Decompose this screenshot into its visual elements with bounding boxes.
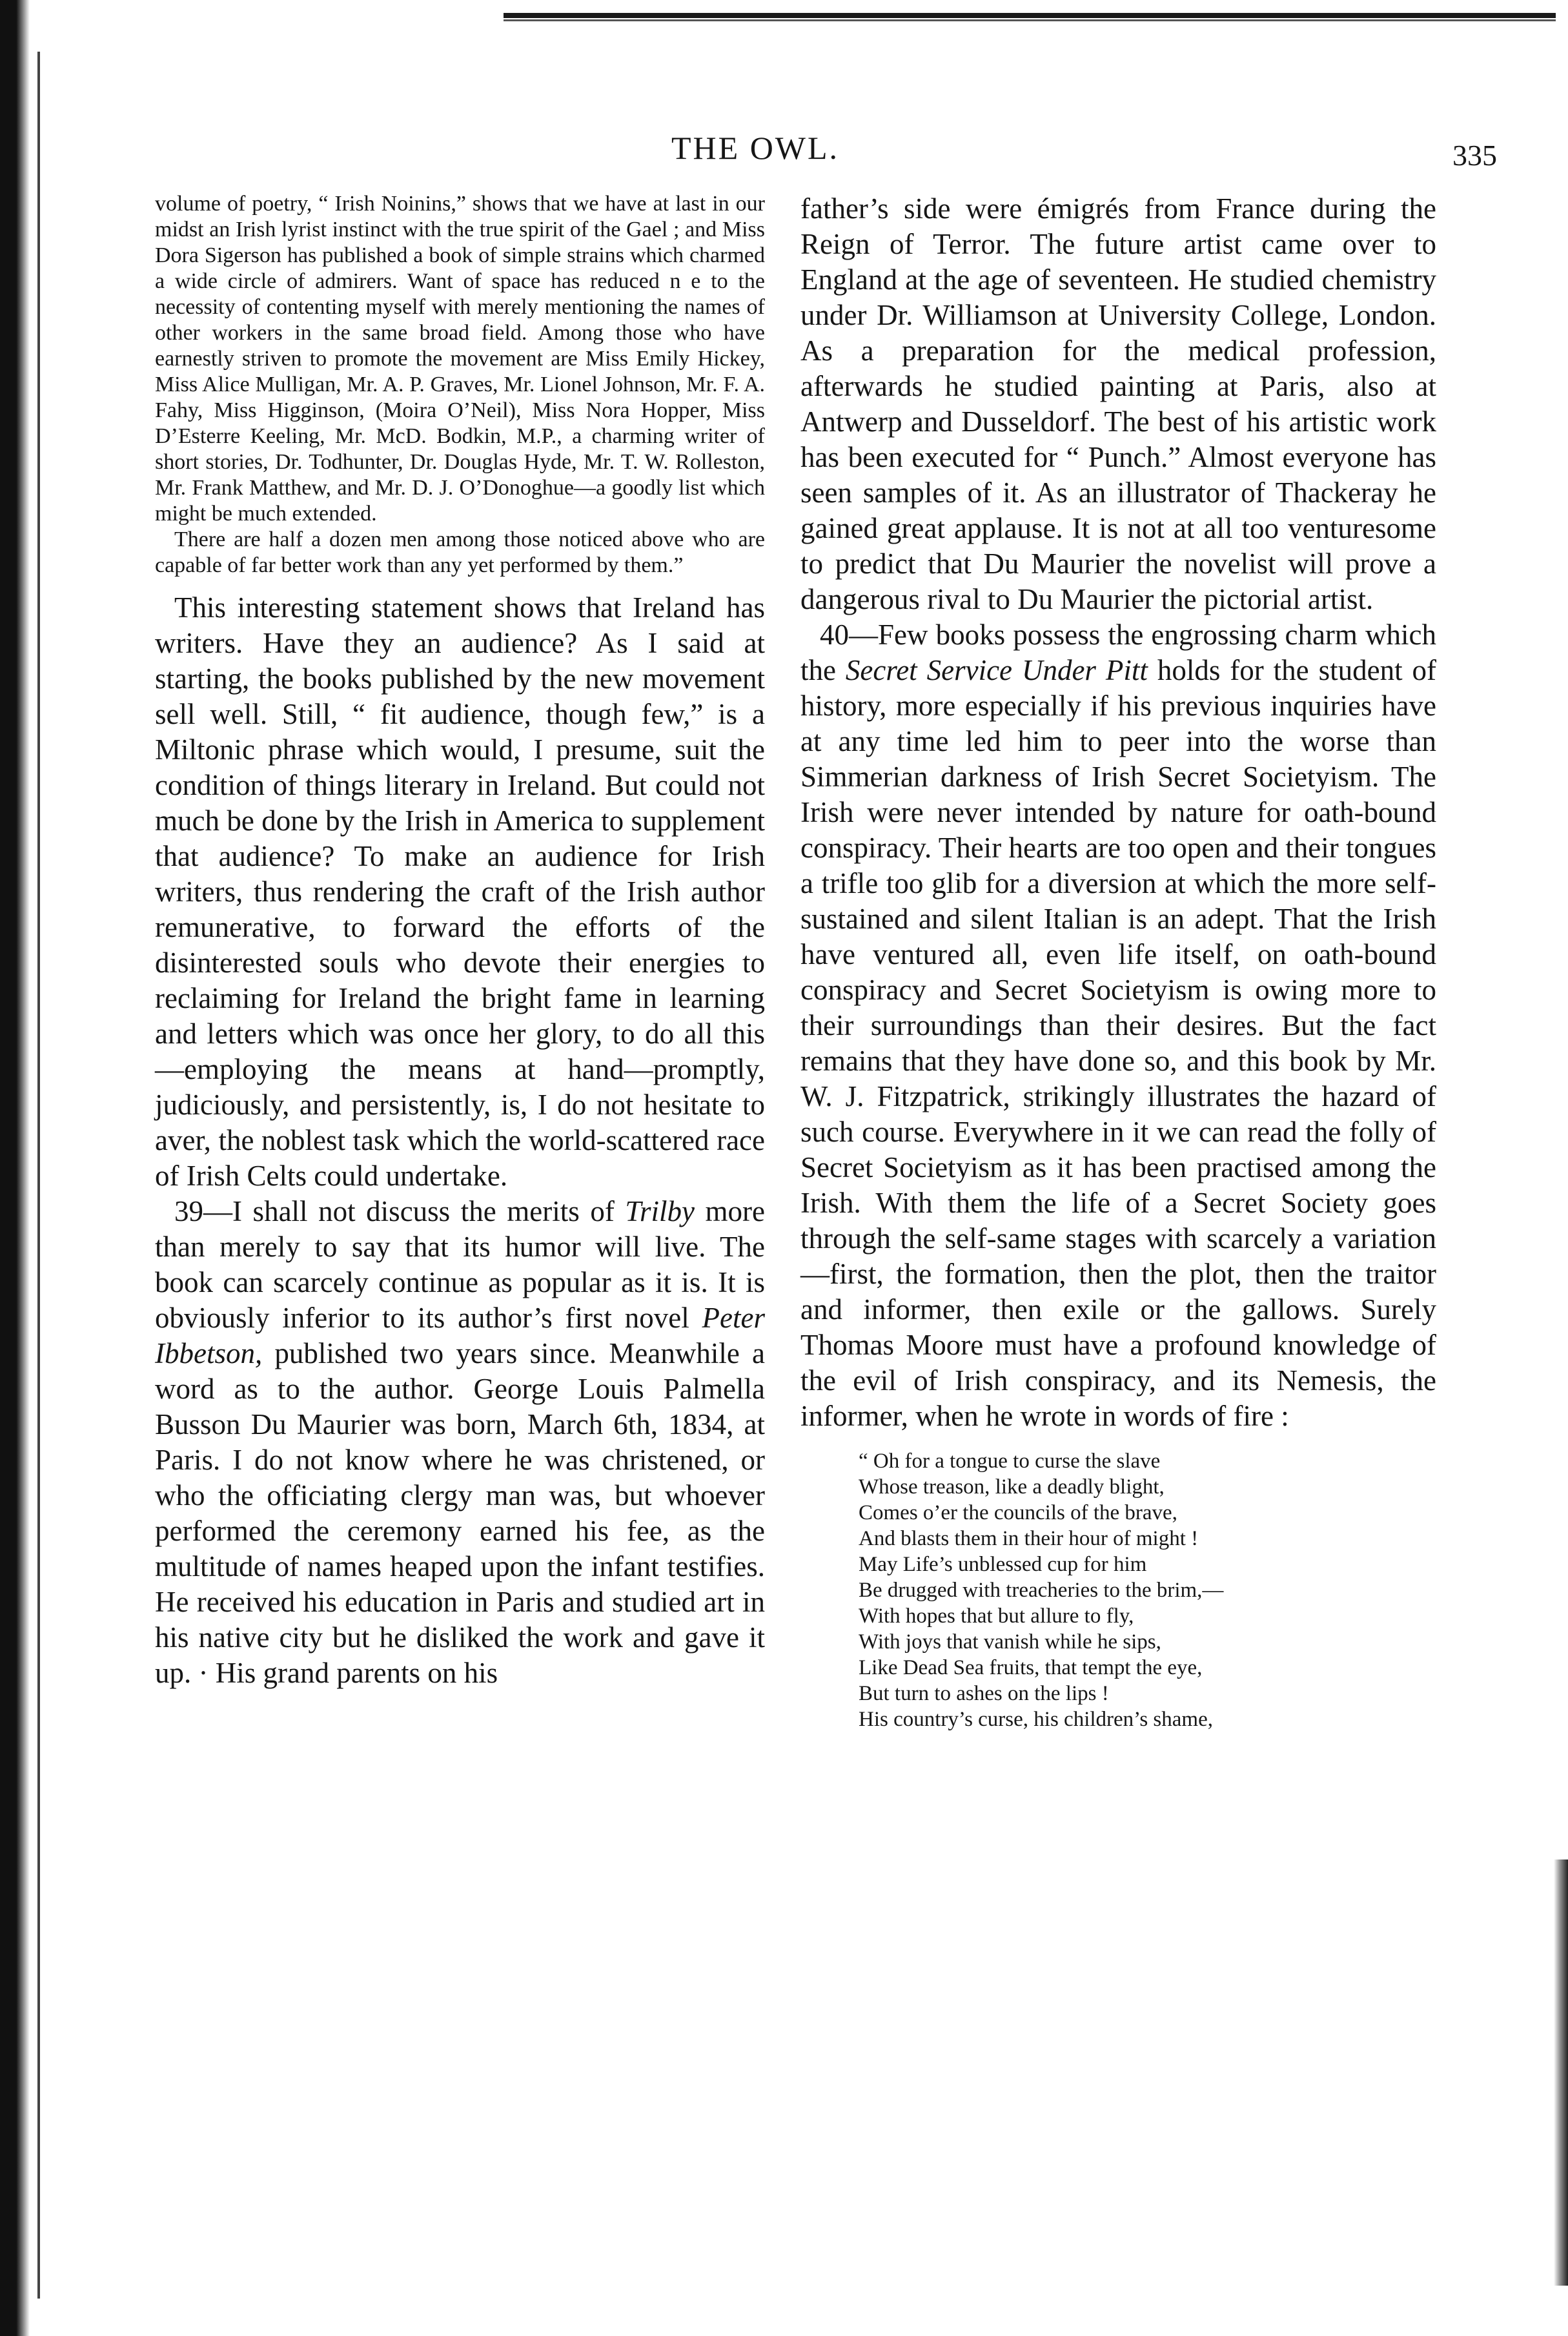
page-number: 335 [1452, 139, 1497, 172]
paragraph-text: more than merely to say that its humor will live. The book can scarcely continue as popular as it is. It is obviously inferior to its author’s first novel [155, 1195, 765, 1334]
verse-line: With joys that vanish while he sips, [859, 1630, 1161, 1654]
paragraph-text: published two years since. Meanwhile a word as to the author. George Louis Palmella Busson Du Maurier was born, March 6th, 1834, at Paris. I do not know where he was christened, or who the officiating clergy man was, but whoever performed the ceremony earned his fee, as the multitude of names heaped upon the infant testifies. He received his education in Paris and studied art in his native city but he disliked the work and gave it up. · His grand parents on his [155, 1337, 765, 1689]
paragraph-text: 40—Few books possess the engrossing charm which the [800, 619, 1436, 686]
scan-edge-top-line [504, 19, 1556, 21]
verse-line: With hopes that but allure to fly, [859, 1604, 1134, 1628]
book-title-secret-service: Secret Service Under Pitt [845, 654, 1148, 686]
scan-edge-left [0, 0, 30, 2336]
verse-line: Like Dead Sea fruits, that tempt the eye, [859, 1656, 1203, 1679]
verse-line: “ Oh for a tongue to curse the slave [859, 1450, 1161, 1473]
paragraph-text: holds for the student of history, more especially if his previous inquiries have at any time led him to peer into the worse than Simmerian darkness of Irish Secret Societyism. The Irish were never intended by nature for oath-bound conspiracy. Their hearts are too open and their tongues a trifle too glib for a diversion at which the more self-sustained and silent Italian is an adept. That the Irish have ventured all, even life itself, on oath-bound conspiracy and Secret Societyism is owing more to their surroundings than their desires. But the fact remains that they have done so, and this book by Mr. W. J. Fitzpatrick, strikingly illustrates the hazard of such course. Everywhere in it we can read the folly of Secret Societyism as it has been practised among the Irish. With them the life of a Secret Society goes through the self-same stages with scarcely a variation—first, the formation, then the plot, then the traitor and informer, then exile or the gallows. Surely Thomas Moore must have a profound knowledge of the evil of Irish conspiracy, and its Nemesis, the informer, when he wrote in words of fire : [800, 654, 1437, 1432]
body-paragraph-39 [155, 1194, 765, 1691]
scan-edge-right [1554, 1860, 1568, 2286]
right-column [800, 191, 1436, 1732]
book-title-trilby: Trilby [625, 1195, 695, 1227]
verse-line: May Life’s unblessed cup for him [859, 1553, 1147, 1576]
book-title-peter-ibbetson: Peter Ibbetson, [155, 1302, 765, 1369]
body-paragraph-40 [800, 617, 1436, 1434]
quoted-passage-end: There are half a dozen men among those noticed above who are capable of far better work than any yet performed by them.” [155, 528, 765, 577]
scan-edge-top [504, 13, 1556, 18]
verse-line: And blasts them in their hour of might ! [859, 1527, 1199, 1550]
verse-line: His country’s curse, his children’s shame, [859, 1708, 1213, 1731]
page-header [0, 129, 1568, 181]
verse-line: Whose treason, like a deadly blight, [859, 1475, 1165, 1499]
running-head: THE OWL. [671, 130, 840, 166]
body-paragraph-continued: father’s side were émigrés from France during the Reign of Terror. The future artist came over to England at the age of seventeen. He studied chemistry under Dr. Williamson at University College, London. As a preparation for the medical profession, afterwards he studied painting at Paris, also at Antwerp and Dusseldorf. The best of his artistic work has been executed for “ Punch.” Almost everyone has seen samples of it. As an illustrator of Thackeray he gained great applause. It is not at all too venturesome to predict that Du Maurier the novelist will prove a dangerous rival to Du Maurier the pictorial artist. [800, 192, 1436, 615]
verse-line: But turn to ashes on the lips ! [859, 1682, 1109, 1705]
verse-quotation [859, 1448, 1436, 1732]
scan-edge-left-line [37, 52, 40, 2299]
verse-line: Comes o’er the councils of the brave, [859, 1501, 1177, 1524]
verse-line: Be drugged with treacheries to the brim,— [859, 1579, 1224, 1602]
left-column [155, 191, 765, 1691]
body-paragraph: This interesting statement shows that Ireland has writers. Have they an audience? As I said at starting, the books published by the new movement sell well. Still, “ fit audience, though few,” is a Miltonic phrase which would, I presume, suit the condition of things literary in Ireland. But could not much be done by the Irish in America to supplement that audience? To make an audience for Irish writers, thus rendering the craft of the Irish author remunerative, to forward the efforts of the disinterested souls who devote their energies to reclaiming for Ireland the bright fame in learning and letters which was once her glory, to do all this—employing the means at hand—promptly, judiciously, and persistently, is, I do not hesitate to aver, the noblest task which the world-scattered race of Irish Celts could undertake. [155, 591, 765, 1192]
quoted-passage: volume of poetry, “ Irish Noinins,” shows that we have at last in our midst an Irish lyrist instinct with the true spirit of the Gael ; and Miss Dora Sigerson has published a book of simple strains which charmed a wide circle of admirers. Want of space has reduced n e to the necessity of contenting myself with merely mentioning the names of other workers in the same broad field. Among those who have earnestly striven to promote the movement are Miss Emily Hickey, Miss Alice Mulligan, Mr. A. P. Graves, Mr. Lionel Johnson, Mr. F. A. Fahy, Miss Higginson, (Moira O’Neil), Miss Nora Hopper, Miss D’Esterre Keeling, Mr. McD. Bodkin, M.P., a charming writer of short stories, Dr. Todhunter, Dr. Douglas Hyde, Mr. T. W. Rolleston, Mr. Frank Matthew, and Mr. D. J. O’Donoghue—a goodly list which might be much extended. [155, 192, 765, 526]
paragraph-text: 39—I shall not discuss the merits of [174, 1195, 626, 1227]
